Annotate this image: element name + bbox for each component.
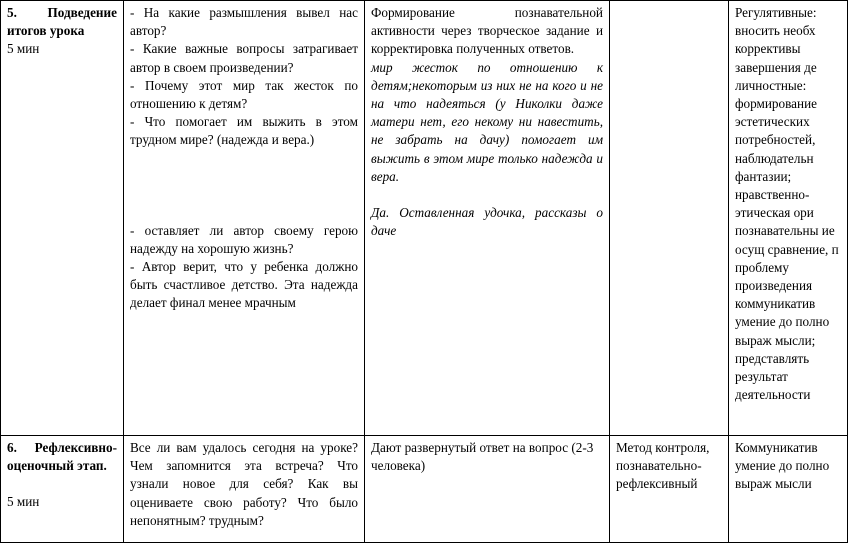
stage-title: 5. Подведение итогов урока: [7, 5, 117, 39]
table-row-stage-5: [1, 1, 848, 436]
teacher-activity-cell: [124, 1, 365, 436]
teacher-question: - Что помогает им выжить в этом трудном мире? (надежда и вера.): [130, 114, 358, 148]
method-text: Метод контроля, познавательно-рефлексивный: [616, 440, 710, 492]
students-answer: Дают развернутый ответ на вопрос (2-3 человека): [371, 440, 594, 474]
students-intro: Формирование познавательной активности через творческое задание и корректировка полученных ответов.: [371, 5, 603, 57]
method-cell: [610, 436, 729, 543]
uud-text: Коммуникатив умение до полно выраж мысли: [735, 440, 830, 492]
teacher-question: Все ли вам удалось сегодня на уроке? Чем запомнится эта встреча? Что узнали новое для себя? Как вы оцениваете свою работу? Что было непонятным? трудным?: [130, 440, 358, 528]
stage-cell: [1, 436, 124, 543]
students-answer: Да. Оставленная удочка, рассказы о даче: [371, 205, 603, 239]
uud-text: Регулятивные: вносить необх коррективы завершения де личностные: формирование эстетических потребностей, наблюдательн фантазии; нравственно- этическая ори познавательны ие осущ сравнение, п проблему произведения коммуникатив умение до полно выраж мысли; представлять результат деятельности: [735, 5, 839, 403]
teacher-question: - оставляет ли автор своему герою надежду на хорошую жизнь?: [130, 222, 358, 256]
teacher-question: - Почему этот мир так жесток по отношению к детям?: [130, 77, 358, 112]
uud-cell: [729, 436, 848, 543]
teacher-question: - На какие размышления вывел нас автор?: [130, 5, 358, 39]
stage-title: 6. Рефлексивно-оценочный этап.: [7, 440, 117, 474]
teacher-question: - Автор верит, что у ребенка должно быть счастливое детство. Эта надежда делает финал менее мрачным: [130, 259, 358, 311]
students-activity-cell: [365, 1, 610, 436]
teacher-question: - Какие важные вопросы затрагивает автор в своем произведении?: [130, 41, 358, 75]
stage-cell: [1, 1, 124, 436]
students-activity-cell: [365, 436, 610, 543]
stage-time: 5 мин: [7, 494, 40, 510]
stage-time: 5 мин: [7, 41, 40, 57]
students-answer: мир жесток по отношению к детям;некоторым из них не на кого и не на что надеяться (у Николки даже матери нет, его некому ни навестить, не забрать на дачу) помогает им выжить в этом мире только надежда и вера.: [371, 59, 603, 184]
uud-cell: [729, 1, 848, 436]
teacher-activity-cell: [124, 436, 365, 543]
table-row-stage-6: [1, 436, 848, 543]
method-cell: [610, 1, 729, 436]
